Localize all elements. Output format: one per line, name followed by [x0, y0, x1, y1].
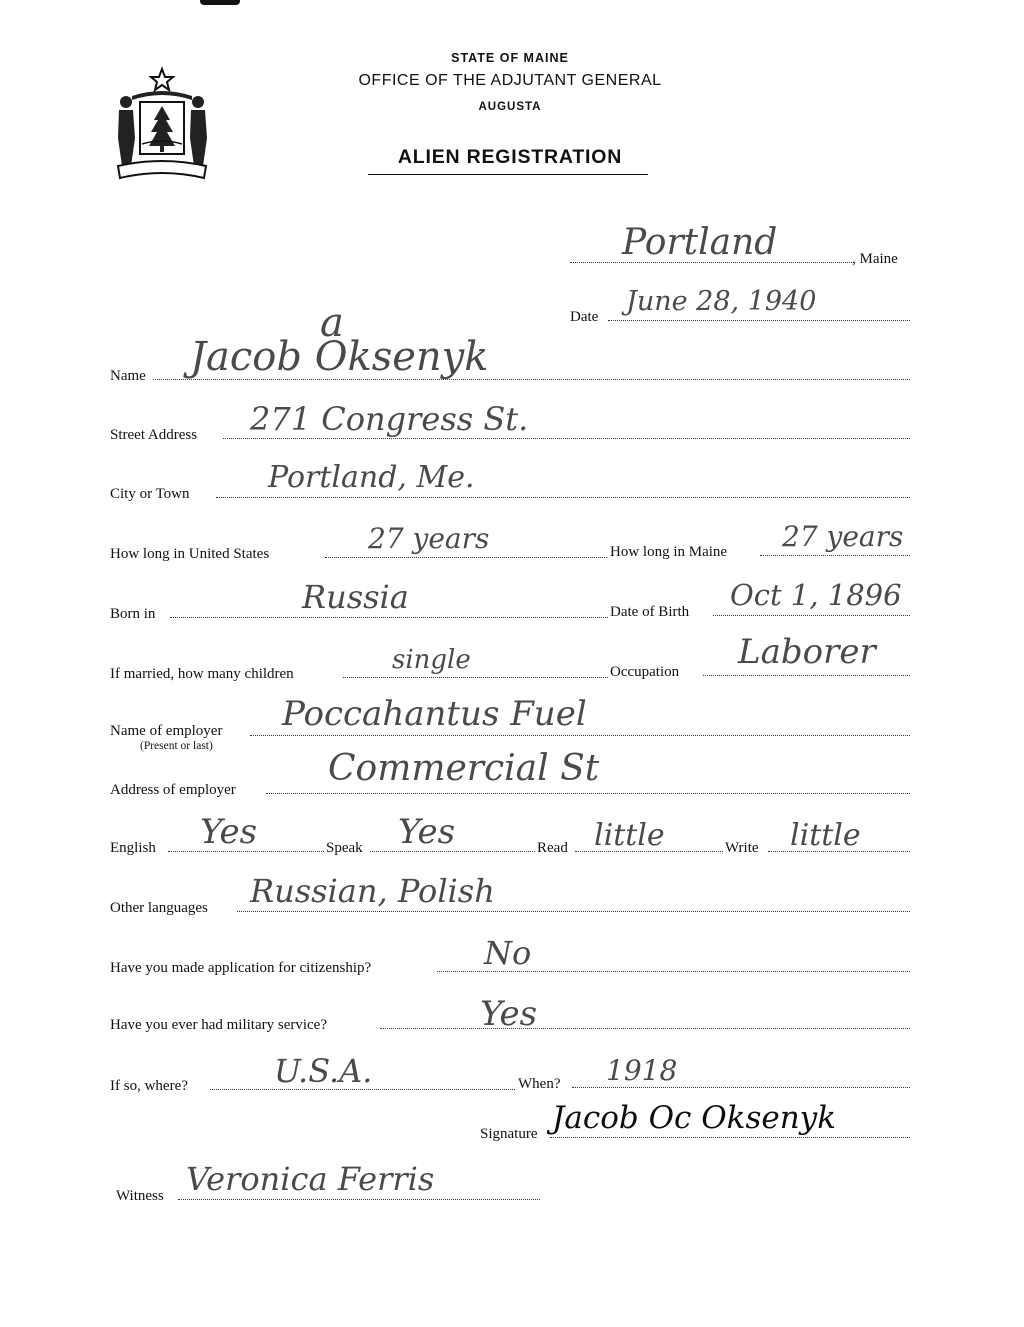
citizenship-value: No: [484, 934, 532, 972]
occupation-label: Occupation: [610, 664, 680, 680]
city-label: City or Town: [110, 486, 190, 502]
employer-value: Poccahantus Fuel: [282, 694, 587, 734]
maine-label: , Maine: [852, 251, 898, 267]
how-long-us-value: 27 years: [368, 522, 490, 555]
header-office: OFFICE OF THE ADJUTANT GENERAL: [358, 72, 662, 89]
date-of-birth-value: Oct 1, 1896: [730, 578, 902, 612]
employer-sublabel: (Present or last): [140, 740, 213, 752]
signature-value: Jacob Oc Oksenyk: [552, 1100, 836, 1136]
date-of-birth-label: Date of Birth: [610, 604, 690, 620]
city-value: Portland, Me.: [268, 460, 475, 495]
speak-value: Yes: [398, 812, 456, 852]
street-address-field: [223, 438, 910, 439]
signature-field: [550, 1137, 910, 1138]
scan-mark: [200, 0, 240, 5]
speak-label: Speak: [326, 840, 363, 856]
read-value: little: [594, 818, 665, 853]
how-long-maine-value: 27 years: [782, 520, 904, 553]
military-field: [380, 1028, 910, 1029]
english-value: Yes: [200, 812, 258, 852]
date-field: [608, 320, 910, 321]
read-label: Read: [537, 840, 568, 856]
write-value: little: [790, 818, 861, 853]
where-label: If so, where?: [110, 1078, 188, 1094]
how-long-maine-field: [760, 555, 910, 556]
children-label: If married, how many children: [110, 666, 294, 682]
born-in-field: [170, 617, 608, 618]
write-label: Write: [725, 840, 759, 856]
other-languages-field: [237, 911, 910, 912]
street-address-value: 271 Congress St.: [250, 400, 529, 438]
english-label: English: [110, 840, 156, 856]
military-label: Have you ever had military service?: [110, 1017, 327, 1033]
born-in-label: Born in: [110, 606, 156, 622]
employer-address-field: [266, 793, 910, 794]
witness-value: Veronica Ferris: [186, 1160, 435, 1198]
other-languages-label: Other languages: [110, 900, 208, 916]
date-label: Date: [570, 309, 599, 325]
how-long-maine-label: How long in Maine: [610, 544, 728, 560]
form-title: ALIEN REGISTRATION: [397, 146, 623, 168]
name-value: Jacob Oksenyk: [190, 334, 489, 380]
maine-state-seal-icon: [110, 66, 214, 188]
place-value: Portland: [622, 222, 778, 263]
employer-address-label: Address of employer: [110, 782, 236, 798]
born-in-value: Russia: [302, 578, 409, 616]
name-label: Name: [110, 368, 146, 384]
header-city: AUGUSTA: [478, 101, 542, 113]
employer-address-value: Commercial St: [328, 748, 600, 789]
signature-label: Signature: [480, 1126, 538, 1142]
how-long-us-label: How long in United States: [110, 546, 270, 562]
title-underline: [368, 174, 648, 175]
name-insert: a: [320, 300, 344, 346]
when-label: When?: [518, 1076, 561, 1092]
when-field: [572, 1087, 910, 1088]
employer-label: Name of employer: [110, 723, 223, 739]
children-field: [343, 677, 608, 678]
citizenship-label: Have you made application for citizenship?: [110, 960, 372, 976]
employer-field: [250, 735, 910, 736]
other-languages-value: Russian, Polish: [250, 872, 495, 910]
military-value: Yes: [480, 994, 538, 1034]
witness-label: Witness: [116, 1188, 164, 1204]
witness-field: [178, 1199, 540, 1200]
occupation-value: Laborer: [738, 632, 876, 672]
street-address-label: Street Address: [110, 427, 198, 443]
how-long-us-field: [325, 557, 607, 558]
header-state: STATE OF MAINE: [451, 51, 569, 65]
date-of-birth-field: [713, 615, 910, 616]
children-value: single: [392, 645, 471, 675]
when-value: 1918: [606, 1054, 678, 1087]
where-value: U.S.A.: [274, 1052, 373, 1090]
occupation-field: [703, 675, 910, 676]
city-field: [216, 497, 910, 498]
date-value: June 28, 1940: [626, 286, 817, 317]
